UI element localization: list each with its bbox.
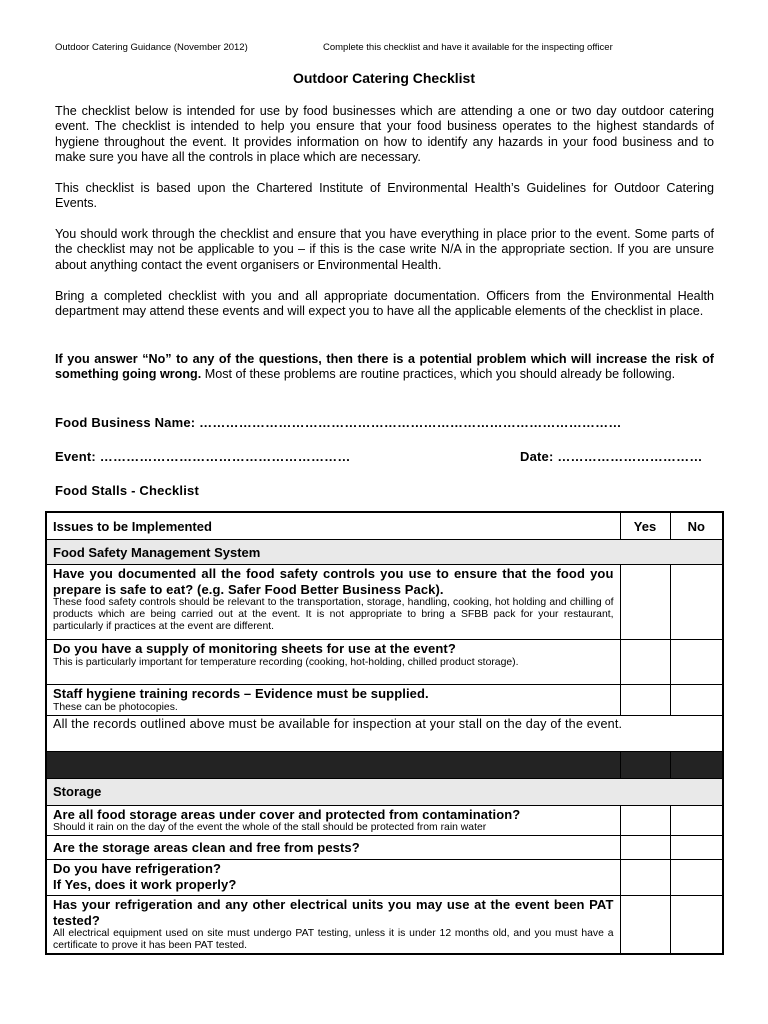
question-cell <box>46 860 620 896</box>
question-cell <box>46 565 620 640</box>
intro-paragraph-1: The checklist below is intended for use by food businesses which are attending a one or two day outdoor catering event. The checklist is intended to help you ensure that your food business operates to the highest standards of hygiene throughout the event. It provides information on how to identify any hazards in your food business and to make sure you have all the controls in place which are necessary. <box>55 104 714 164</box>
column-header-no: No <box>670 512 723 540</box>
separator-row <box>46 751 723 778</box>
intro-paragraph-5 <box>55 352 714 383</box>
question-cell <box>46 640 620 685</box>
intro-paragraph-3: You should work through the checklist and ensure that you have everything in place prior to the event. Some parts of the checklist may not be applicable to you – if this is the case write N/A in the appropriate section. If you are unsure about anything contact the event organisers or Environmental Health. <box>55 227 714 272</box>
table-row <box>46 640 723 685</box>
yes-cell[interactable] <box>620 836 670 860</box>
table-row <box>46 685 723 716</box>
question-cell <box>46 685 620 716</box>
section-title: Food Safety Management System <box>46 540 723 565</box>
table-row <box>46 896 723 955</box>
table-row <box>46 836 723 860</box>
checklist-heading: Food Stalls - Checklist <box>55 483 200 498</box>
header-left: Outdoor Catering Guidance (November 2012) <box>55 42 248 53</box>
yes-cell[interactable] <box>620 896 670 955</box>
warning-followup: Most of these problems are routine practices, which you should already be following. <box>201 367 676 382</box>
page-title: Outdoor Catering Checklist <box>292 70 476 86</box>
table-row <box>46 805 723 836</box>
question-note: Should it rain on the day of the event the whole of the stall should be protected from rain water <box>53 822 487 833</box>
records-note: All the records outlined above must be available for inspection at your stall on the day of the event. <box>46 715 723 751</box>
no-cell[interactable] <box>670 805 723 836</box>
question-followup: If Yes, does it work properly? <box>53 876 237 892</box>
yes-cell[interactable] <box>620 860 670 896</box>
event-field[interactable]: Event: ………………………………………………… <box>55 449 351 464</box>
no-cell[interactable] <box>670 565 723 640</box>
separator-cell <box>620 751 670 778</box>
yes-cell[interactable] <box>620 805 670 836</box>
question-note: This is particularly important for temperature recording (cooking, hot-holding, chilled product storage). <box>53 656 519 668</box>
question-cell <box>46 836 620 860</box>
table-row <box>46 565 723 640</box>
question-note: These can be photocopies. <box>53 701 178 713</box>
yes-cell[interactable] <box>620 685 670 716</box>
question-text: Have you documented all the food safety controls you use to ensure that the food you prepare is safe to eat? (e.g. Safer Food Better Business Pack). <box>53 566 614 597</box>
separator-cell <box>46 751 620 778</box>
table-header-row <box>46 512 723 540</box>
page-header <box>55 42 728 56</box>
section-row-storage <box>46 778 723 805</box>
no-cell[interactable] <box>670 860 723 896</box>
business-name-field[interactable]: Food Business Name: …………………………………………………………………………………… <box>55 415 622 430</box>
date-field[interactable]: Date: …………………………… <box>520 449 703 464</box>
intro-paragraph-2: This checklist is based upon the Chartered Institute of Environmental Health’s Guidelines for Outdoor Catering Events. <box>55 181 714 211</box>
column-header-issues: Issues to be Implemented <box>46 512 620 540</box>
question-cell <box>46 805 620 836</box>
no-cell[interactable] <box>670 640 723 685</box>
yes-cell[interactable] <box>620 640 670 685</box>
question-text: Staff hygiene training records – Evidence must be supplied. <box>53 686 429 701</box>
intro-paragraph-4: Bring a completed checklist with you and all appropriate documentation. Officers from the Environmental Health department may attend these events and will expect you to have all the applicable elements of the checklist in place. <box>55 289 714 319</box>
question-text: Are the storage areas clean and free from pests? <box>53 839 360 855</box>
separator-cell <box>670 751 723 778</box>
note-row <box>46 715 723 751</box>
no-cell[interactable] <box>670 896 723 955</box>
no-cell[interactable] <box>670 836 723 860</box>
question-text: Has your refrigeration and any other electrical units you may use at the event been PAT tested? <box>53 897 614 928</box>
section-title: Storage <box>46 778 723 805</box>
warning-text: If you answer “No” to any of the questions, then there is a potential problem which will increase the risk of something going wrong. <box>55 352 714 382</box>
question-text: Do you have a supply of monitoring sheets for use at the event? <box>53 641 456 656</box>
section-row-fsms <box>46 540 723 565</box>
checklist-table <box>45 511 724 955</box>
column-header-yes: Yes <box>620 512 670 540</box>
question-text: Do you have refrigeration? <box>53 861 222 876</box>
header-right: Complete this checklist and have it available for the inspecting officer <box>323 42 613 53</box>
question-cell <box>46 896 620 955</box>
question-note: All electrical equipment used on site must undergo PAT testing, unless it is under 12 months old, and you must have a certificate to prove it has been PAT tested. <box>53 928 614 951</box>
no-cell[interactable] <box>670 685 723 716</box>
table-row <box>46 860 723 896</box>
question-note: These food safety controls should be relevant to the transportation, storage, handling, cooking, hot holding and chilling of products which are being carried out at the event. It is not appropriate to bring a SFBB pack for your restaurant, particularly if practices at the event are different. <box>53 597 614 632</box>
question-text: Are all food storage areas under cover and protected from contamination? <box>53 806 521 822</box>
yes-cell[interactable] <box>620 565 670 640</box>
